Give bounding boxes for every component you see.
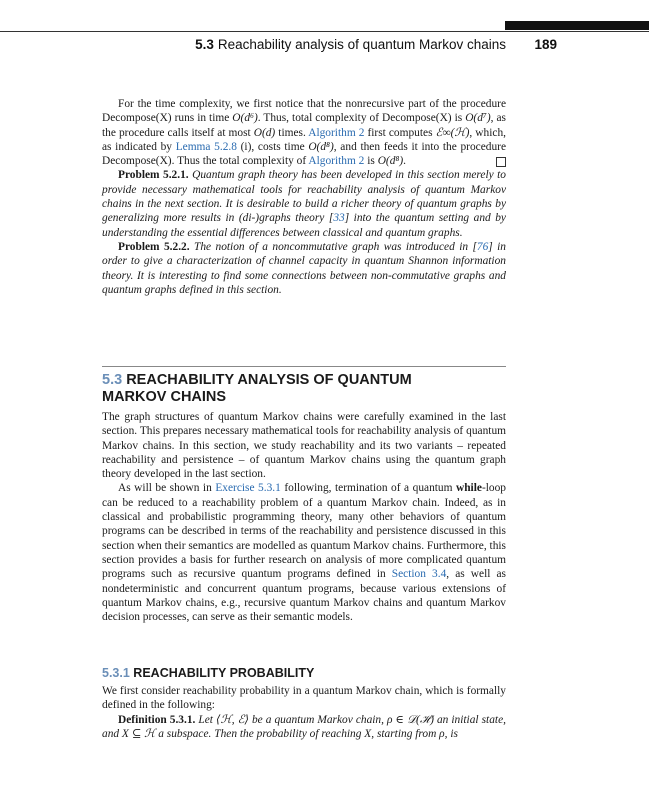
- header-section-number: 5.3: [195, 37, 214, 52]
- qed-box-icon: [496, 157, 506, 167]
- exercise-5-3-1-link[interactable]: Exercise 5.3.1: [215, 482, 281, 495]
- header-title: [195, 37, 506, 52]
- top-text-block: [102, 97, 506, 297]
- complexity-paragraph: For the time complexity, we first notice that the nonrecursive part of the procedure Decompose(X) runs in time O(d⁶). Thus, total complexity of Decompose(X) is O(d⁷), as the procedure calls itself at most O(d) times. Algorithm 2 first computes ℰ∞(ℋ), which, as indicated by Lemma 5.2.8 (i), costs time O(d⁸), and then feeds it into the procedure Decompose(X). Thus the total complexity of Algorithm 2 is O(d⁸).: [102, 98, 507, 168]
- subsection-intro-paragraph: We first consider reachability probability in a quantum Markov chain, which is formally defined in the following:: [102, 685, 506, 712]
- definition-5-3-1: Definition 5.3.1. Let ⟨ℋ, ℰ⟩ be a quantum Markov chain, ρ ∈ 𝒟(ℋ) an initial state, and X ⊆ ℋ a subspace. Then the probability of reaching X, starting from ρ, is: [102, 713, 506, 740]
- algorithm-2-link-2[interactable]: Algorithm 2: [308, 155, 365, 168]
- subsection-text-block: [102, 684, 506, 741]
- ref-76-link[interactable]: 76: [476, 240, 489, 253]
- subsection-heading: [102, 666, 506, 681]
- definition-label: Definition 5.3.1.: [118, 713, 196, 726]
- problem-5-2-1: Problem 5.2.1. Quantum graph theory has been developed in this section merely to provide necessary mathematical tools for reachability analysis of quantum Markov chains in the next section. It is desirable to build a richer theory of quantum graphs by generalizing more results in (di-)graphs theory [33] into the quantum setting and by understanding the essential differences between classical and quantum graphs.: [102, 169, 506, 239]
- top-black-bar: [505, 21, 649, 30]
- lemma-5-2-8-link[interactable]: Lemma 5.2.8: [175, 140, 237, 153]
- section-rule: [102, 366, 506, 367]
- problem-5-2-2: Problem 5.2.2. The notion of a noncommutative graph was introduced in [76] in order to give a characterization of channel capacity in quantum Shannon information theory. It is interesting to find some connections between non-commutative graphs and quantum graphs defined in this section.: [102, 240, 506, 296]
- running-header: [0, 31, 649, 56]
- ref-33-link[interactable]: 33: [333, 212, 345, 225]
- problem-label: Problem 5.2.1.: [118, 169, 189, 182]
- section-second-paragraph: As will be shown in Exercise 5.3.1 following, termination of a quantum while-loop can be reduced to a reachability problem of a quantum Markov chain. Indeed, as in classical and probabilistic programming theory, many other behaviors of quantum programs can be described in terms of the reachability and persistence discussed in this section when their semantics are modelled as quantum Markov chains. Furthermore, this section provides a basis for further research on analysis of more complicated quantum programs such as recursive quantum programs defined in Section 3.4, as well as nondeterministic and concurrent quantum programs, because various extensions of quantum Markov chains, e.g., recursive quantum Markov chains and quantum Markov decision processes, can serve as their semantic models.: [102, 482, 506, 624]
- section-text-block: [102, 410, 506, 624]
- section-heading: [102, 372, 506, 406]
- page-number: 189: [534, 37, 557, 52]
- algorithm-2-link[interactable]: Algorithm 2: [308, 126, 365, 139]
- section-title-line1: REACHABILITY ANALYSIS OF QUANTUM: [126, 372, 412, 388]
- section-number: 5.3: [102, 372, 123, 388]
- header-section-title: Reachability analysis of quantum Markov chains: [217, 37, 506, 52]
- section-intro-paragraph: The graph structures of quantum Markov chains were carefully examined in the last section. This prepares necessary mathematical tools for reachability analysis of quantum Markov chains. In this section, we study reachability and its two variants – repeated reachability and persistence – of quantum Markov chains using the quantum graph theory developed in the last section.: [102, 411, 506, 481]
- subsection-title: REACHABILITY PROBABILITY: [133, 666, 315, 680]
- problem-label: Problem 5.2.2.: [118, 240, 190, 253]
- subsection-number: 5.3.1: [102, 666, 130, 680]
- section-title-line2: MARKOV CHAINS: [102, 389, 227, 405]
- section-3-4-link[interactable]: Section 3.4: [391, 568, 447, 581]
